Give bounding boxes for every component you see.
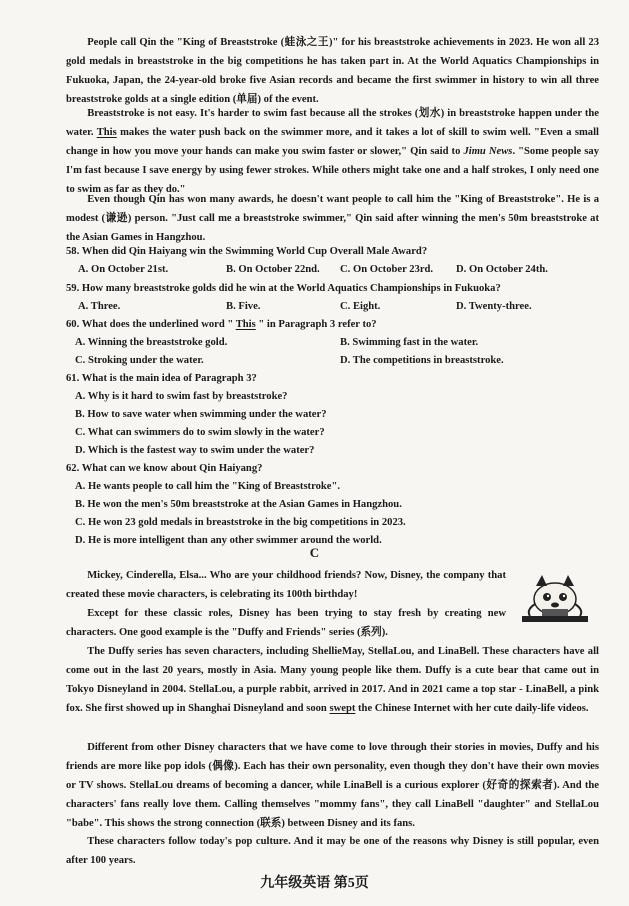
underlined-word-swept: swept [329, 703, 356, 714]
underlined-word-this: This [235, 319, 256, 330]
section-c-paragraph-2: Except for these classic roles, Disney has been trying to stay fresh by creating new characters. One good example is the "Duffy and Friends" series (系列). [66, 608, 506, 638]
section-heading-c: C [309, 545, 320, 560]
question-stem: " in Paragraph 3 refer to? [255, 319, 377, 330]
section-c-paragraph-1: Mickey, Cinderella, Elsa... Who are your childhood friends? Now, Disney, the company that created these movie characters, is celebrating its 100th birthday! [66, 570, 506, 600]
option-b[interactable]: B. He won the men's 50m breaststroke at the Asian Games in Hangzhou. [75, 499, 402, 510]
option-d[interactable]: D. He is more intelligent than any other swimmer around the world. [75, 535, 382, 546]
option-b[interactable]: B. On October 22nd. [226, 264, 320, 275]
passage-paragraph-1: People call Qin the "King of Breaststroke (蛙泳之王)" for his breaststroke achievements in 2023. He won all 23 gold medals in breaststroke in the big competitions he has taken part in. At the World Aquatics Championships in Fukuoka, Japan, the 24-year-old broke five Asian records and became the first swimmer in history to win all three breaststroke golds at a single edition (单届) of the event. [66, 37, 599, 105]
passage-paragraph-3: Even though Qin has won many awards, he doesn't want people to call him the "King of Breaststroke". He is a modest (谦逊) person. "Just call me a breaststroke swimmer," Qin said after winning the men's 50m breaststroke at the Asian Games in Hangzhou. [66, 194, 599, 243]
paragraph-text: the Chinese Internet with her cute daily-life videos. [355, 703, 589, 714]
option-c[interactable]: C. Stroking under the water. [75, 355, 204, 366]
question-59: 59. How many breaststroke golds did he win at the World Aquatics Championships in Fukuoka? [66, 283, 501, 294]
option-d[interactable]: D. On October 24th. [456, 264, 548, 275]
duffy-friends-icon [522, 572, 588, 624]
source-name: Jimu News [463, 146, 513, 157]
question-60 [66, 316, 606, 334]
option-a[interactable]: A. Winning the breaststroke gold. [75, 337, 228, 348]
section-c-paragraph-3 [66, 642, 599, 718]
option-b[interactable]: B. How to save water when swimming under the water? [75, 409, 327, 420]
passage-paragraph-2 [66, 104, 599, 199]
option-c[interactable]: C. On October 23rd. [340, 264, 434, 275]
option-c[interactable]: C. What can swimmers do to swim slowly in the water? [75, 427, 325, 438]
option-b[interactable]: B. Swimming fast in the water. [340, 337, 479, 348]
option-d[interactable]: D. Which is the fastest way to swim under the water? [75, 445, 315, 456]
paragraph-text: Breaststroke is not easy. It's harder to swim fast because all the strokes (划水) in breaststroke happen under the water. [66, 108, 599, 138]
question-62: 62. What can we know about Qin Haiyang? [66, 463, 263, 474]
section-c-paragraph-5: These characters follow today's pop culture. And it may be one of the reasons why Disney is still popular, even after 100 years. [66, 836, 599, 866]
question-stem: 60. What does the underlined word " [66, 319, 236, 330]
section-c-paragraph-4: Different from other Disney characters that we have come to love through their stories in movies, Duffy and his friends are more like pop idols (偶像). Each has their own personality, even though they don't have their own movies or TV shows. StellaLou dreams of becoming a dancer, while LinaBell is a curious explorer (好奇的探索者). And the characters' fans really love them. Calling themselves "mommy fans", they call LinaBell "daughter" and StellaLou "babe". This shows the strong connection (联系) between Disney and its fans. [66, 742, 599, 829]
option-c[interactable]: C. Eight. [340, 301, 381, 312]
question-58: 58. When did Qin Haiyang win the Swimming World Cup Overall Male Award? [66, 246, 428, 257]
option-a[interactable]: A. Three. [78, 301, 121, 312]
option-b[interactable]: B. Five. [226, 301, 261, 312]
paragraph-text: The Duffy series has seven characters, including ShellieMay, StellaLou, and LinaBell. These characters have all come out in the last 20 years, mostly in Asia. Many young people like them. Duffy is a cute bear that came out in Tokyo Disneyland in 2004. StellaLou, a purple rabbit, arrived in 2017. And in 2021 came a top star - LinaBell, a pink fox. She first showed up in Shanghai Disneyland and soon [66, 646, 599, 714]
option-c[interactable]: C. He won 23 gold medals in breaststroke in the big competitions in 2023. [75, 517, 406, 528]
paragraph-text: . "Some people say I'm fast because I save energy by using fewer strokes. While others might take one and a half strokes, I only need one to swim as far as they do." [66, 146, 600, 195]
option-a[interactable]: A. Why is it hard to swim fast by breaststroke? [75, 391, 288, 402]
option-a[interactable]: A. On October 21st. [78, 264, 169, 275]
question-61: 61. What is the main idea of Paragraph 3? [66, 373, 257, 384]
paragraph-text: makes the water push back on the swimmer more, and it takes a lot of skill to swim well. "Even a small change in how you move your hands can make you swim faster or slower," Qin said to [66, 127, 599, 157]
option-a[interactable]: A. He wants people to call him the "King of Breaststroke". [75, 481, 341, 492]
option-d[interactable]: D. Twenty-three. [456, 301, 532, 312]
option-d[interactable]: D. The competitions in breaststroke. [340, 355, 504, 366]
page-footer: 九年级英语 第5页 [260, 876, 369, 891]
underlined-word-this: This [96, 127, 117, 138]
